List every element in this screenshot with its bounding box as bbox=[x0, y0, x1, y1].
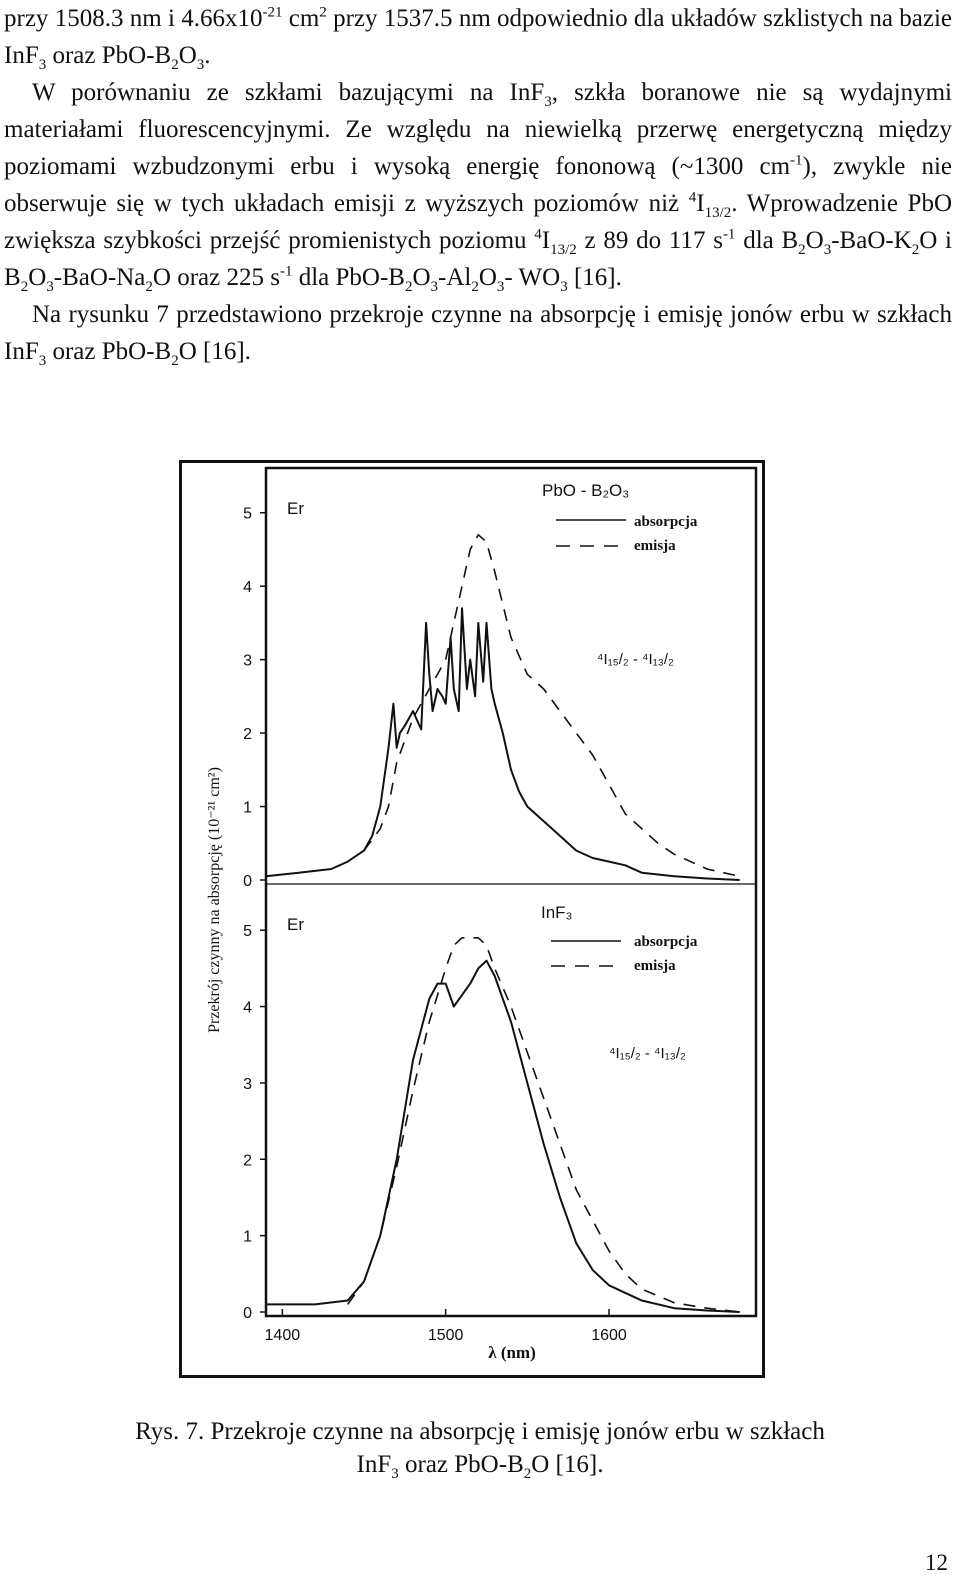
paragraph-2-segment: 2 bbox=[20, 279, 29, 295]
paragraph-2-segment: 3 bbox=[560, 279, 568, 295]
caption-line-2 bbox=[0, 1448, 960, 1481]
paragraph-2-segment: 2 bbox=[145, 279, 153, 295]
series-line-absorpcja-panel-1 bbox=[266, 608, 740, 880]
paragraph-3-segment: Na rysunku 7 przedstawiono przekroje czynne na absorpcję i emisję jonów erbu w szkłach InF bbox=[4, 301, 952, 365]
paragraph-1-segment: -21 bbox=[262, 4, 283, 21]
top-legend-solid-label: absorpcja bbox=[634, 514, 698, 530]
paragraph-1-segment: 3 bbox=[196, 57, 205, 73]
y-axis-title: Przekrój czynny na absorpcję (10⁻²¹ cm²) bbox=[206, 767, 223, 1033]
paragraph-1-segment: 2 bbox=[319, 4, 327, 21]
paragraph-3-segment: O [16]. bbox=[178, 338, 251, 365]
paragraph-2-segment: 2 bbox=[471, 279, 479, 295]
paragraph-1 bbox=[4, 0, 952, 74]
y-tick-label: 1 bbox=[243, 799, 252, 817]
paragraph-2-segment: 3 bbox=[430, 279, 439, 295]
paragraph-2-segment: ), zwykle nie obserwuje się w tych układach emisji z wyższych poziomów niż bbox=[4, 153, 952, 217]
paragraph-2-segment: -Al bbox=[438, 264, 472, 291]
y-tick-label: 3 bbox=[243, 1075, 252, 1093]
paragraph-1-segment: O bbox=[178, 42, 197, 69]
paragraph-2-segment: O bbox=[805, 227, 824, 254]
caption-line-2-segment: InF bbox=[356, 1451, 392, 1478]
y-tick-label: 4 bbox=[243, 579, 252, 597]
paragraph-2-segment: 3 bbox=[496, 279, 505, 295]
x-tick-label: 1500 bbox=[427, 1327, 464, 1344]
y-tick-label: 4 bbox=[243, 999, 252, 1017]
paragraph-2-segment: 2 bbox=[798, 242, 806, 258]
paragraph-2-segment: 13/2 bbox=[704, 205, 732, 221]
caption-line-2-segment: O [16]. bbox=[531, 1451, 604, 1478]
y-tick-label: 2 bbox=[243, 1152, 252, 1170]
figure-caption bbox=[0, 1415, 960, 1481]
paragraph-2-segment: . Wprowadzenie PbO zwiększa szybkości przejść promienistych poziomu bbox=[4, 190, 952, 254]
paragraph-2-segment: 4 bbox=[688, 189, 697, 206]
y-tick-label: 3 bbox=[243, 652, 252, 670]
paragraph-2-segment: O bbox=[478, 264, 497, 291]
paragraph-2-segment: 13/2 bbox=[550, 242, 577, 258]
bottom-legend-dashed-label: emisja bbox=[634, 958, 676, 974]
paragraph-1-segment: 2 bbox=[171, 57, 179, 73]
y-tick-label: 2 bbox=[243, 726, 252, 744]
paragraph-1-segment: oraz PbO-B bbox=[46, 42, 172, 69]
caption-line-2-segment: oraz PbO-B bbox=[398, 1451, 524, 1478]
paragraph-2-segment: dla B bbox=[735, 227, 799, 254]
paragraph-2-segment: , szkła boranowe nie są wydajnymi materiałami fluorescencyjnymi. Ze względu na niewielką przerwę energetyczną między poziomami wzbudzonymi erbu i wysoką energię fononową (~1300 cm bbox=[4, 79, 952, 180]
paragraph-2-segment: dla PbO-B bbox=[292, 264, 405, 291]
paragraph-2-segment: 2 bbox=[911, 242, 920, 258]
paragraph-2-segment: -1 bbox=[790, 152, 803, 169]
paragraph-2-segment: [16]. bbox=[567, 264, 622, 291]
paragraph-2-segment: 3 bbox=[46, 279, 54, 295]
x-tick-label: 1600 bbox=[591, 1327, 627, 1344]
x-axis-title: λ (nm) bbox=[488, 1343, 536, 1362]
paragraph-3-segment: 2 bbox=[171, 353, 179, 369]
top-transition-label: ⁴I₁₅/₂ - ⁴I₁₃/₂ bbox=[597, 651, 674, 668]
paragraph-2-segment: W porównaniu ze szkłami bazującymi na InF bbox=[32, 79, 545, 106]
paragraph-1-segment: przy 1537.5 nm odpowiednio dla układów szklistych na bazie InF bbox=[4, 5, 952, 69]
paragraph-2 bbox=[4, 74, 952, 296]
paragraph-2-segment: I bbox=[696, 190, 705, 217]
caption-line-2-segment: 2 bbox=[523, 1466, 532, 1482]
y-tick-label: 5 bbox=[243, 505, 252, 523]
figure-7-chart bbox=[179, 460, 765, 1378]
series-line-emisja-panel-2 bbox=[348, 938, 740, 1312]
y-tick-label: 0 bbox=[243, 1305, 252, 1322]
paragraph-1-segment: przy 1508.3 nm i 4.66x10 bbox=[4, 5, 263, 32]
paragraph-2-segment: O bbox=[28, 264, 47, 291]
paragraph-1-segment: 3 bbox=[38, 57, 47, 73]
paragraph-2-segment: O oraz 225 s bbox=[152, 264, 280, 291]
paragraph-2-segment: 4 bbox=[534, 226, 542, 243]
caption-line-1: Rys. 7. Przekroje czynne na absorpcję i emisję jonów erbu w szkłach bbox=[135, 1418, 825, 1445]
paragraph-2-segment: 3 bbox=[823, 242, 832, 258]
bottom-element-label: Er bbox=[287, 915, 304, 934]
paragraph-1-segment: cm bbox=[282, 5, 320, 32]
paragraph-2-segment: -1 bbox=[279, 263, 293, 280]
bottom-transition-label: ⁴I₁₅/₂ - ⁴I₁₃/₂ bbox=[609, 1045, 686, 1062]
body-text bbox=[4, 0, 952, 370]
paragraph-2-segment: O i B bbox=[4, 227, 952, 291]
page-number: 12 bbox=[925, 1550, 948, 1575]
y-tick-label: 5 bbox=[243, 923, 252, 941]
x-tick-label: 1400 bbox=[264, 1327, 301, 1344]
paragraph-2-segment: -1 bbox=[722, 226, 736, 243]
top-glass-label: PbO - B₂O₃ bbox=[542, 481, 630, 500]
series-line-absorpcja-panel-2 bbox=[266, 961, 740, 1312]
paragraph-3 bbox=[4, 296, 952, 370]
paragraph-2-segment: -BaO-Na bbox=[53, 264, 146, 291]
paragraph-2-segment: 2 bbox=[404, 279, 413, 295]
paragraph-3-segment: 3 bbox=[38, 353, 47, 369]
paragraph-2-segment: O bbox=[412, 264, 431, 291]
caption-line-2-segment: 3 bbox=[391, 1466, 399, 1482]
y-tick-label: 0 bbox=[243, 873, 252, 890]
series-line-emisja-panel-1 bbox=[364, 535, 740, 877]
paragraph-1-segment: . bbox=[204, 42, 211, 69]
plot-frame bbox=[266, 468, 756, 1316]
y-tick-label: 1 bbox=[243, 1228, 252, 1246]
top-element-label: Er bbox=[287, 499, 304, 518]
paragraph-2-segment: z 89 do 117 s bbox=[576, 227, 723, 254]
paragraph-3-segment: oraz PbO-B bbox=[46, 338, 172, 365]
bottom-legend-solid-label: absorpcja bbox=[634, 934, 698, 950]
paragraph-2-segment: 3 bbox=[544, 94, 552, 110]
paragraph-2-segment: - WO bbox=[504, 264, 561, 291]
paragraph-2-segment: I bbox=[541, 227, 551, 254]
top-legend-dashed-label: emisja bbox=[634, 538, 676, 554]
bottom-glass-label: InF₃ bbox=[541, 903, 573, 922]
paragraph-2-segment: -BaO-K bbox=[831, 227, 912, 254]
